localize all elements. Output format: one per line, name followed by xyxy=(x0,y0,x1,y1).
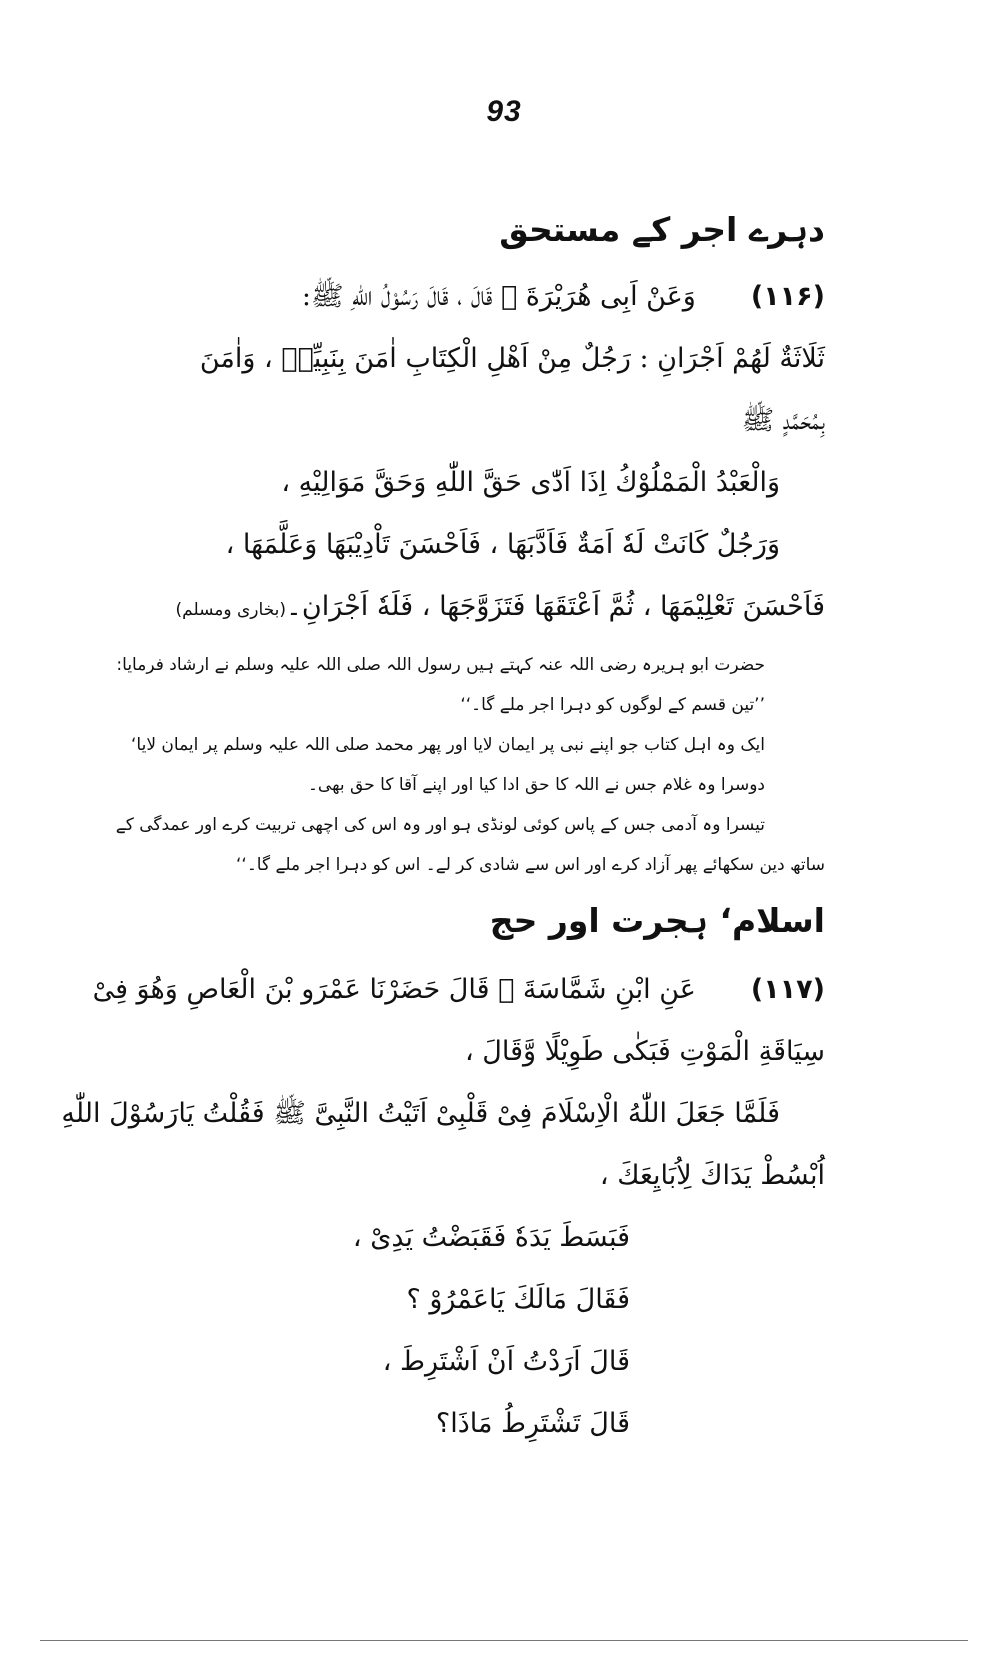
translation-line: ساتھ دین سکھائے پھر آزاد کرے اور اس سے شادی کر لے۔ اس کو دہرا اجر ملے گا۔‘‘ xyxy=(236,855,825,875)
translation-line: تیسرا وہ آدمی جس کے پاس کوئی لونڈی ہو اور وہ اس کی اچھی تربیت کرے اور عمدگی کے xyxy=(115,815,765,835)
hadith-116-arabic xyxy=(125,266,825,641)
translation-line: دوسرا وہ غلام جس نے اللہ کا حق ادا کیا اور اپنے آقا کا حق بھی۔ xyxy=(307,775,765,795)
arabic-text-line: قَالَ تَشْتَرِطُ مَاذَا؟ xyxy=(435,1408,630,1439)
page-content xyxy=(61,200,825,1455)
page-bottom-edge xyxy=(40,1640,968,1641)
arabic-text-line: فَقَالَ مَالَكَ یَاعَمْرُوْ ؟ xyxy=(406,1284,630,1315)
arabic-text-line: قَالَ اَرَدْتُ اَنْ اَشْتَرِطَ ، xyxy=(382,1346,630,1377)
arabic-text-line: فَبَسَطَ یَدَهٗ فَقَبَضْتُ یَدِیْ ، xyxy=(352,1222,630,1253)
arabic-text-line: سِیَاقَةِ الْمَوْتِ فَبَكٰی طَوِیْلًا وَّقَالَ ، xyxy=(464,1036,825,1067)
arabic-text-line: عَنِ ابْنِ شَمَّاسَةَ ﷛ قَالَ حَضَرْنَا عَمْرَو بْنَ الْعَاصِ وَهُوَ فِیْ xyxy=(92,974,696,1005)
hadith-number: (۱۱۷) xyxy=(750,974,825,1005)
arabic-text-line-with-reference xyxy=(125,576,825,641)
hadith-116-translation xyxy=(115,645,825,885)
page-number: 93 xyxy=(486,95,522,128)
hadith-number: (۱۱۶) xyxy=(750,281,825,312)
arabic-text-line: اُبْسُطْ یَدَاكَ لِاُبَایِعَكَ ، xyxy=(599,1160,825,1191)
arabic-text-line: فَاَحْسَنَ تَعْلِیْمَهَا ، ثُمَّ اَعْتَقَهَا فَتَزَوَّجَهَا ، فَلَهٗ اَجْرَانِ۔ xyxy=(286,591,825,622)
hadith-line xyxy=(125,266,825,328)
translation-line: حضرت ابو ہریرہ رضی اللہ عنہ کہتے ہیں رسول اللہ صلی اللہ علیہ وسلم نے ارشاد فرمایا: xyxy=(116,655,765,675)
hadith-line xyxy=(92,959,825,1021)
section-heading-islam-hijrah-hajj: اسلام‘ ہجرت اور حج xyxy=(489,901,825,940)
arabic-text-line: فَلَمَّا جَعَلَ اللّٰهُ الْاِسْلَامَ فِیْ قَلْبِیْ اَتَیْتُ النَّبِیَّ ﷺ فَقُلْتُ یَارَسُوْلَ اللّٰهِ xyxy=(61,1098,780,1129)
translation-line: ایک وہ اہل کتاب جو اپنے نبی پر ایمان لایا اور پھر محمد صلی اللہ علیہ وسلم پر ایمان لایا‘ xyxy=(131,735,765,755)
translation-line: ’’تین قسم کے لوگوں کو دہرا اجر ملے گا۔‘‘ xyxy=(460,695,765,715)
arabic-text-line: وَرَجُلٌ كَانَتْ لَهٗ اَمَةٌ فَاَدَّبَهَا ، فَاَحْسَنَ تَاْدِیْبَهَا وَعَلَّمَهَا ، xyxy=(225,529,780,560)
hadith-reference: (بخاری ومسلم) xyxy=(175,600,287,620)
section-heading-double-reward: دہرے اجر کے مستحق xyxy=(499,210,825,249)
arabic-text-line: بِمُحَمَّدٍ ﷺ xyxy=(741,405,825,436)
arabic-text-line: وَالْعَبْدُ الْمَمْلُوْكُ اِذَا اَدّٰی حَقَّ اللّٰهِ وَحَقَّ مَوَالِیْهِ ، xyxy=(281,467,780,498)
hadith-117-arabic xyxy=(61,959,825,1455)
arabic-text-line: ثَلَاثَةٌ لَهُمْ اَجْرَانِ : رَجُلٌ مِنْ اَهْلِ الْكِتَابِ اٰمَنَ بِنَبِیِّهٖ ، وَاٰمَنَ xyxy=(199,343,825,374)
arabic-text-line: وَعَنْ اَبِی هُرَیْرَةَ ﷛ قَالَ ، قَالَ رَسُوْلُ اللّٰهِ ﷺ: xyxy=(301,281,696,312)
